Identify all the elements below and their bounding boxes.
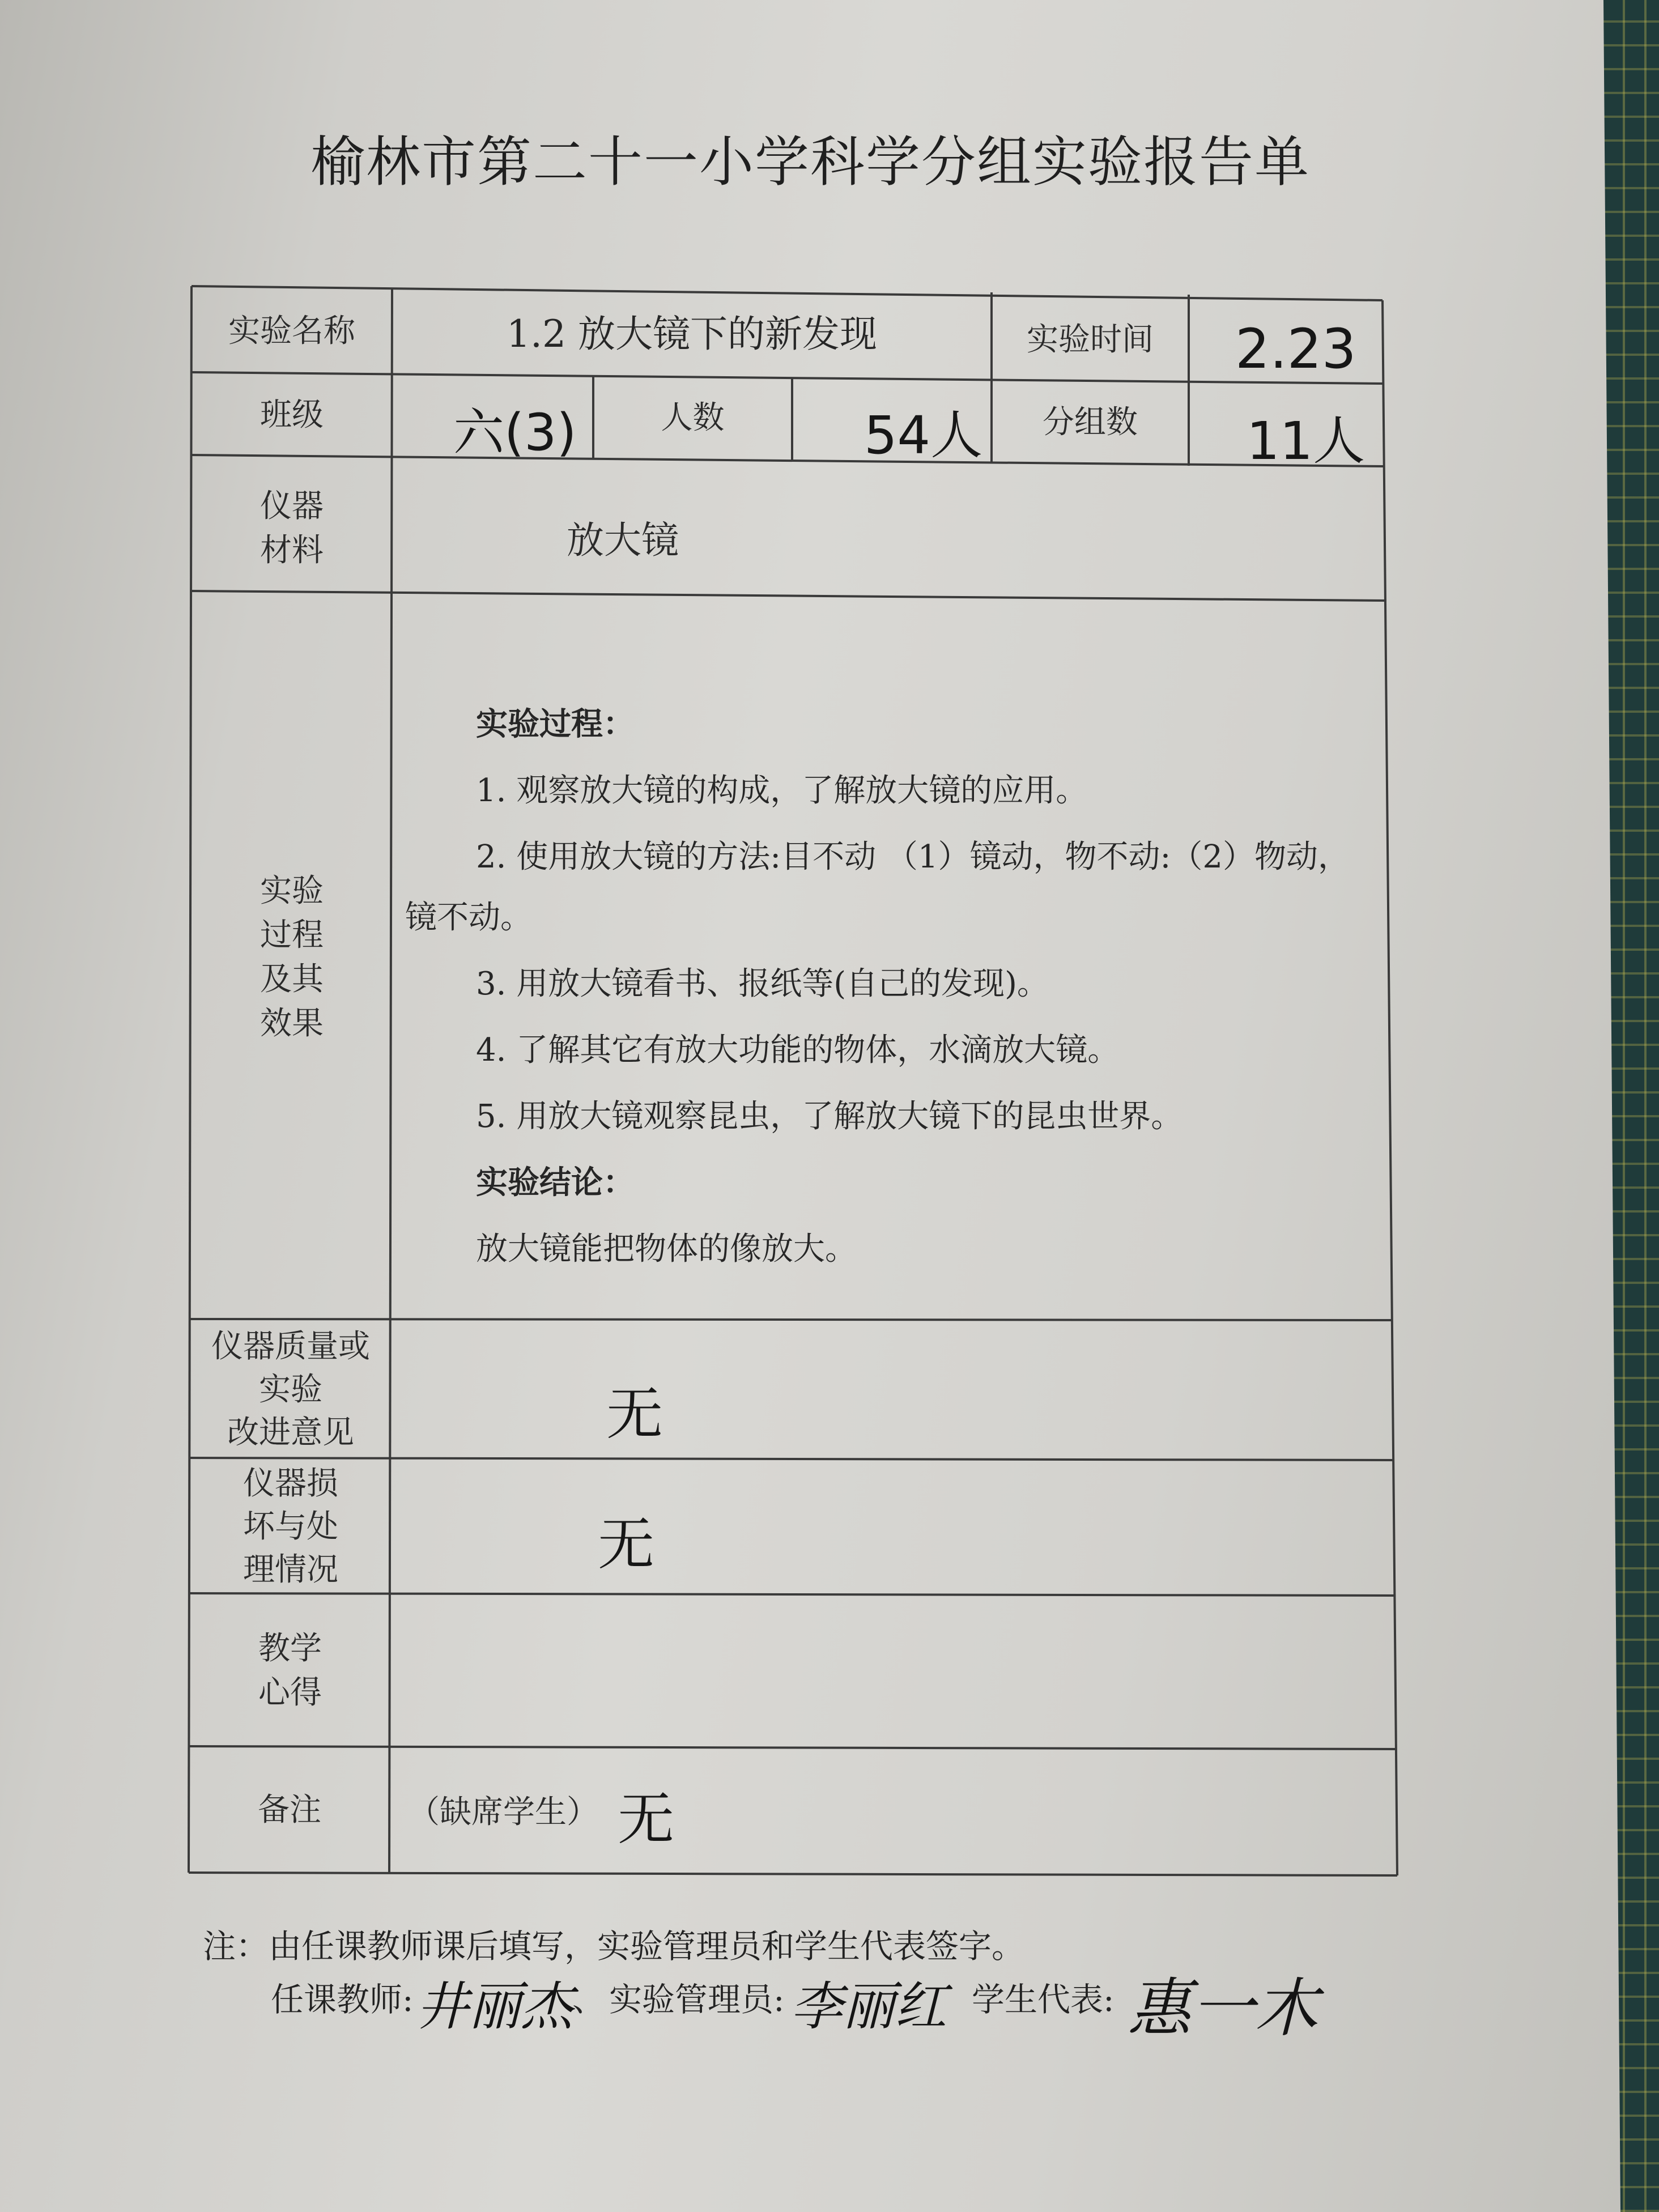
process-step-3: 3. 用放大镜看书、报纸等(自己的发现)。 [476,965,1049,1002]
teacher-signature: 井丽杰 [416,1976,573,2037]
class-label: 班级 [260,396,324,433]
materials-label [193,465,391,592]
process-label [193,595,391,1320]
materials-label-line1: 仪器 [260,487,324,525]
people-value: 54人 [864,405,983,466]
conclusion-text: 放大镜能把物体的像放大。 [476,1231,857,1267]
process-label-line3: 及其 [260,961,324,998]
experiment-name-label: 实验名称 [228,313,355,350]
materials-label-line2: 材料 [260,531,324,569]
process-step-1: 1. 观察放大镜的构成，了解放大镜的应用。 [476,772,1088,809]
remarks-value: 无 [618,1786,674,1852]
class-value: 六(3) [453,403,577,462]
teaching-label-line1: 教学 [258,1630,322,1667]
experiment-time-value: 2.23 [1235,317,1356,381]
report-title: 榆林市第二十一小学科学分组实验报告单 [310,130,1310,194]
damage-label-line2: 坏与处 [243,1508,338,1545]
damage-label [192,1460,390,1594]
experiment-time-label: 实验时间 [1027,321,1154,358]
people-label: 人数 [661,399,725,436]
footer-note: 注：由任课教师课后填写，实验管理员和学生代表签字。 [203,1927,1025,1966]
conclusion-heading: 实验结论： [476,1164,635,1201]
damage-label-line3: 理情况 [243,1551,338,1588]
remarks-label: 备注 [258,1792,321,1828]
groups-label: 分组数 [1043,404,1138,441]
experiment-name-value: 1.2 放大镜下的新发现 [507,312,877,356]
process-step-4: 4. 了解其它有放大功能的物体，水滴放大镜。 [476,1032,1120,1069]
process-content [405,691,1397,1282]
teaching-label [191,1595,389,1747]
damage-label-line1: 仪器损 [243,1465,338,1502]
process-step-5: 5. 用放大镜观察昆虫，了解放大镜下的昆虫世界。 [476,1098,1183,1135]
student-label: 学生代表: [972,1980,1114,2019]
process-label-line1: 实验 [260,873,324,909]
admin-signature: 李丽红 [790,1976,947,2037]
quality-label-line3: 改进意见 [227,1414,354,1451]
signature-separator: 、 [572,1980,606,2019]
process-heading: 实验过程： [476,705,635,743]
teacher-label: 任课教师: [271,1980,414,2019]
process-label-line4: 效果 [260,1005,324,1042]
student-signature: 惠一木 [1128,1972,1318,2045]
admin-label: 实验管理员: [609,1980,785,2019]
process-step-2-continued: 镜不动。 [405,899,532,936]
process-label-line2: 过程 [260,917,324,954]
quality-label [192,1320,390,1459]
teaching-label-line2: 心得 [258,1674,322,1711]
process-step-2: 2. 使用放大镜的方法:目不动 （1）镜动，物不动:（2）物动， [476,839,1350,875]
groups-value: 11人 [1247,411,1366,471]
remarks-prefix: （缺席学生） [408,1794,598,1831]
quality-value: 无 [606,1381,663,1447]
quality-label-line2: 实验 [259,1371,322,1408]
materials-value: 放大镜 [567,518,679,562]
quality-label-line1: 仪器质量或 [211,1328,370,1365]
damage-value: 无 [598,1511,654,1577]
